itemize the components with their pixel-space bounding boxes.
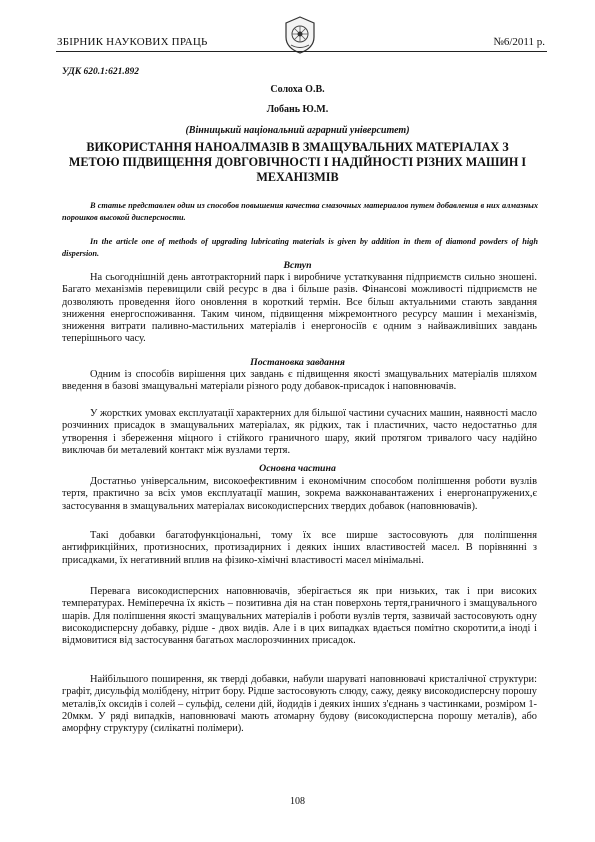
university-emblem-icon [283,15,317,55]
paragraph-problem-1: Одним із способів вирішення цих завдань є підвищення якості змащувальних матеріалів шляхом введення в базові змащувальні матеріали різного роду добавок-присадок і наповнювачів. [62,369,537,393]
paragraph-intro: На сьогоднішній день автотракторний парк і виробниче устаткування підприємств сильно зношені. Багато механізмів перевищили свій ресурс в два і більше разів. Фінансові можливості підприємств не дозволяють проведення його оновлення в короткий термін. Все більш актуальними стають завдання зниження енергоспоживання. Таким чином, підвищення міжремонтного ресурсу машин і механізмів, зниження витрати паливно-мастильних матеріалів і енергоносіїв є одним з найважливіших завдань теперішнього часу. [62,272,537,345]
section-heading-problem: Постановка завдання [250,357,345,368]
affiliation: (Вінницький національний аграрний університет) [185,125,410,136]
paragraph-main-4: Найбільшого поширення, як тверді добавки, набули шаруваті наповнювачі кристалічної структури: графіт, дисульфід молібдену, нітрит бору. Рідше застосовують слюду, сажу, деяку високодисперсну порошу металів,їх оксидів і солей – сульфід, селени дій, йодидів і деяких інших з'єднань з частинками, розміром 1-20мкм. У ряді випадків, наповнювачі мають атомарну будову (високодисперсна порошу металів), або аморфну структуру (силікатні полімери). [62,674,537,735]
author-2: Лобань Ю.М. [266,104,329,115]
abstract-russian: В статье представлен один из способов повышения качества смазочных материалов путем добавления в них алмазных порошков высокой дисперсности. [62,201,538,222]
page-number: 108 [290,796,305,807]
author-1: Солоха О.В. [270,84,325,95]
paragraph-main-3: Перевага високодисперсних наповнювачів, зберігається як при низьких, так і при високих температурах. Неміперечна їх якість – позитивна дія на стан поверхонь тертя,граничного і змащувального шарів. Для поліпшення якості змащувальних матеріалів і роботи вузлів тертя, зазвичай застосовують одну високодисперсну добавку, рідше - двох видів. Але і в цих випадках вдається помітно скоротити,а іноді і відмовитися від застосування багатьох маслорозчинних присадок. [62,586,537,647]
section-heading-intro: Вступ [283,260,312,271]
udk-code: УДК 620.1:621.892 [62,67,139,77]
journal-name: ЗБІРНИК НАУКОВИХ ПРАЦЬ [57,36,208,48]
header-rule [56,51,547,52]
paragraph-problem-2: У жорстких умовах експлуатації характерних для більшої частини сучасних машин, наявності масло розчинних присадок в змащувальних матеріалах, як рідких, так і пластичних, часто недостатньо для утворення і збереження міцного і стійкого граничного шару, який протягом тривалого часу надійно виключав би металевий контакт між вузлами тертя. [62,408,537,456]
paragraph-main-2: Такі добавки багатофункціональні, тому їх все ширше застосовують для поліпшення антифрикційних, протизносних, протизадирних і деяких інших властивостей масел. В порівнянні з присадками, їх негативний вплив на фізико-хімічні властивості масел мінімальні. [62,530,537,566]
paragraph-main-1: Достатньо універсальним, високоефективним і економічним способом поліпшення роботи вузлів тертя, практично за всіх умов експлуатації машин, зокрема важконавантажених і енергонапружених,є застосування в змащувальних матеріалах високодисперсних твердих добавок (наповнювачів). [62,476,537,512]
issue-number: №6/2011 р. [493,36,545,48]
section-heading-main: Основна частина [259,463,336,474]
article-title: ВИКОРИСТАННЯ НАНОАЛМАЗІВ В ЗМАЩУВАЛЬНИХ МАТЕРІАЛАХ З МЕТОЮ ПІДВИЩЕННЯ ДОВГОВІЧНОСТІ І НАДІЙНОСТІ РІЗНИХ МАШИН І МЕХАНІЗМІВ [68,140,527,184]
abstract-english: In the article one of methods of upgrading lubricating materials is given by addition in them of diamond powders of high dispersion. [62,237,538,258]
